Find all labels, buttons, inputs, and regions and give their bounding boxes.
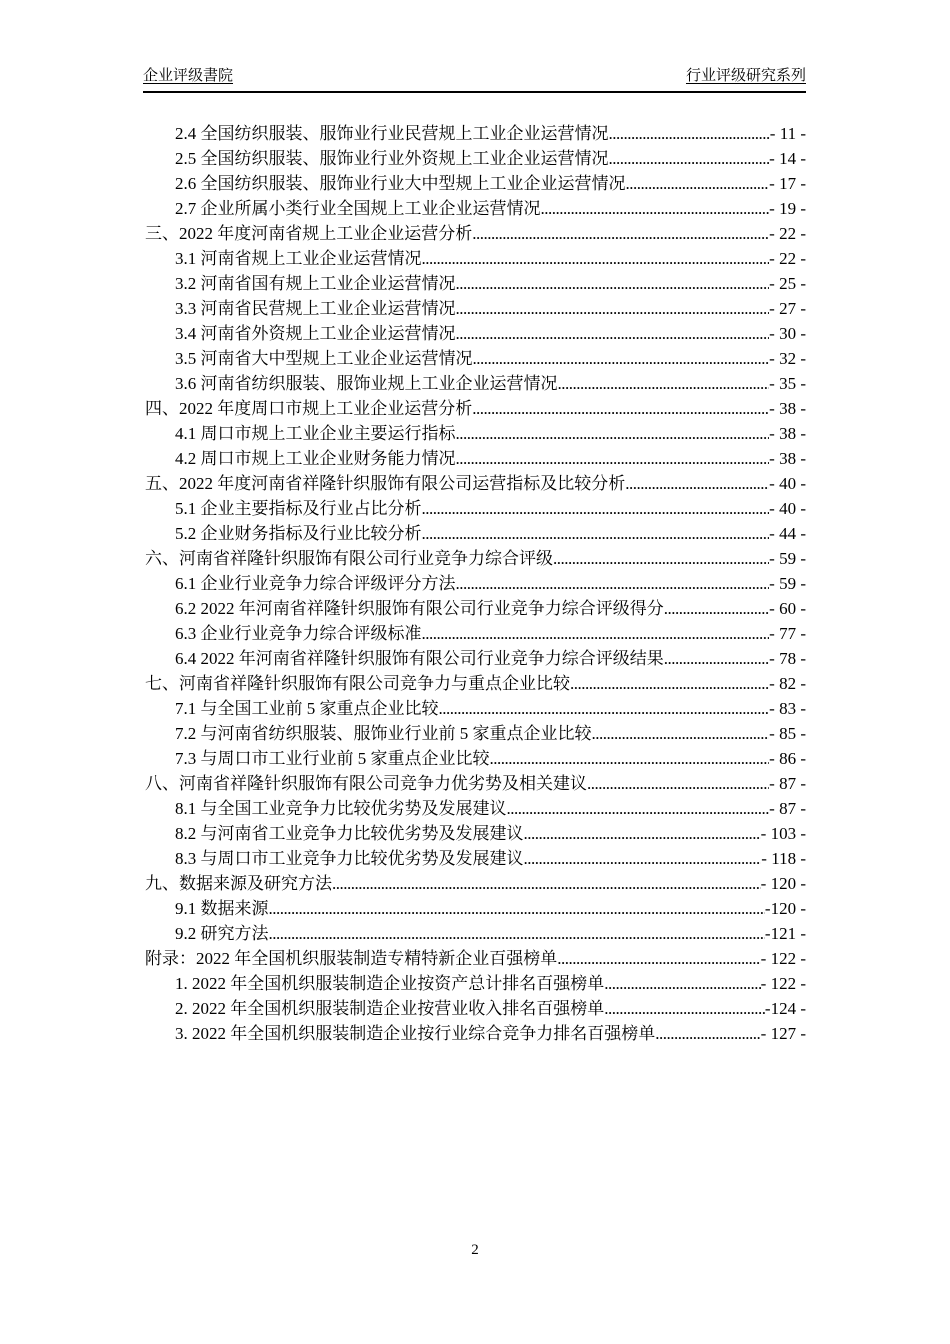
toc-dot-leader <box>557 946 760 971</box>
toc-entry-page: - 44 - <box>769 524 806 543</box>
toc-entry-page: - 40 - <box>769 499 806 518</box>
toc-entry[interactable] <box>145 471 806 496</box>
toc-entry[interactable] <box>145 321 806 346</box>
toc-dot-leader <box>609 146 770 171</box>
toc-entry-title[interactable]: 四、2022 年度周口市规上工业企业运营分析 <box>145 399 473 418</box>
toc-entry-page: - 120 - <box>760 874 806 893</box>
toc-entry-page: - 77 - <box>769 624 806 643</box>
toc-entry-title[interactable]: 9.1 数据来源 <box>175 899 269 918</box>
toc-entry-page: - 83 - <box>769 699 806 718</box>
toc-entry-page: - 19 - <box>769 199 806 218</box>
toc-entry[interactable] <box>145 196 806 221</box>
toc-entry-page: - 38 - <box>769 399 806 418</box>
toc-dot-leader <box>655 1021 760 1046</box>
toc-dot-leader <box>456 446 770 471</box>
toc-entry[interactable] <box>145 221 806 246</box>
toc-entry-page: - 40 - <box>769 474 806 493</box>
toc-entry-page: - 30 - <box>769 324 806 343</box>
toc-entry[interactable] <box>145 1021 806 1046</box>
toc-entry-title[interactable]: 3. 2022 年全国机织服装制造企业按行业综合竞争力排名百强榜单 <box>175 1024 656 1043</box>
toc-entry[interactable] <box>145 771 806 796</box>
toc-dot-leader <box>269 896 765 921</box>
toc-entry-page: - 32 - <box>769 349 806 368</box>
toc-entry-title[interactable]: 8.2 与河南省工业竞争力比较优劣势及发展建议 <box>175 824 524 843</box>
toc-entry-title[interactable]: 7.2 与河南省纺织服装、服饰业行业前 5 家重点企业比较 <box>175 724 592 743</box>
toc-entry[interactable] <box>145 171 806 196</box>
toc-dot-leader <box>524 846 762 871</box>
toc-entry-page: - 59 - <box>769 574 806 593</box>
toc-entry-page: - 38 - <box>769 449 806 468</box>
toc-dot-leader <box>439 696 770 721</box>
toc-dot-leader <box>422 621 770 646</box>
toc-entry-page: - 11 - <box>769 124 806 143</box>
toc-entry[interactable] <box>145 146 806 171</box>
toc-entry[interactable] <box>145 596 806 621</box>
toc-entry-title[interactable]: 6.4 2022 年河南省祥隆针织服饰有限公司行业竞争力综合评级结果 <box>175 649 664 668</box>
toc-entry-page: - 25 - <box>769 274 806 293</box>
toc-dot-leader <box>541 196 770 221</box>
toc-entry[interactable] <box>145 571 806 596</box>
toc-dot-leader <box>456 421 770 446</box>
toc-entry[interactable] <box>145 796 806 821</box>
toc-entry[interactable] <box>145 721 806 746</box>
toc-dot-leader <box>587 771 769 796</box>
toc-dot-leader <box>473 346 770 371</box>
toc-entry[interactable] <box>145 996 806 1021</box>
toc-dot-leader <box>472 221 769 246</box>
toc-entry-page: - 122 - <box>760 949 806 968</box>
header-right-text: 行业评级研究系列 <box>685 68 806 84</box>
toc-entry-title[interactable]: 6.3 企业行业竞争力综合评级标准 <box>175 624 422 643</box>
toc-entry-title[interactable]: 附录：2022 年全国机织服装制造专精特新企业百强榜单 <box>145 949 558 968</box>
toc-entry[interactable] <box>145 621 806 646</box>
toc-entry-page: - 60 - <box>769 599 806 618</box>
toc-entry[interactable] <box>145 846 806 871</box>
toc-entry-title[interactable]: 3.2 河南省国有规上工业企业运营情况 <box>175 274 456 293</box>
toc-entry-page: -124 - <box>764 999 806 1018</box>
page-footer <box>0 1242 950 1258</box>
toc-entry[interactable] <box>145 546 806 571</box>
toc-entry-title[interactable]: 9.2 研究方法 <box>175 924 269 943</box>
toc-dot-leader <box>664 646 769 671</box>
toc-entry[interactable] <box>145 896 806 921</box>
toc-entry-page: - 85 - <box>769 724 806 743</box>
toc-entry-page: - 86 - <box>769 749 806 768</box>
toc-entry-title[interactable]: 4.2 周口市规上工业企业财务能力情况 <box>175 449 456 468</box>
toc-entry-page: - 17 - <box>769 174 806 193</box>
toc-entry[interactable] <box>145 871 806 896</box>
toc-entry-page: - 22 - <box>769 249 806 268</box>
toc-dot-leader <box>472 396 769 421</box>
toc-list <box>145 121 806 1046</box>
toc-entry[interactable] <box>145 246 806 271</box>
toc-entry-page: - 82 - <box>769 674 806 693</box>
toc-entry[interactable] <box>145 346 806 371</box>
header-left-text: 企业评级書院 <box>143 68 234 84</box>
toc-dot-leader <box>456 571 770 596</box>
toc-entry-title[interactable]: 5.1 企业主要指标及行业占比分析 <box>175 499 422 518</box>
toc-dot-leader <box>269 921 765 946</box>
toc-entry-title[interactable]: 三、2022 年度河南省规上工业企业运营分析 <box>145 224 473 243</box>
toc-dot-leader <box>490 746 770 771</box>
toc-entry-title[interactable]: 2.6 全国纺织服装、服饰业行业大中型规上工业企业运营情况 <box>175 174 626 193</box>
toc-entry-title[interactable]: 五、2022 年度河南省祥隆针织服饰有限公司运营指标及比较分析 <box>145 474 626 493</box>
toc-entry-page: - 122 - <box>760 974 806 993</box>
toc-dot-leader <box>456 296 770 321</box>
page-number: 2 <box>471 1242 479 1258</box>
toc-entry-title[interactable]: 5.2 企业财务指标及行业比较分析 <box>175 524 422 543</box>
toc-entry-page: - 103 - <box>760 824 806 843</box>
toc-entry[interactable] <box>145 921 806 946</box>
toc-entry[interactable] <box>145 371 806 396</box>
toc-dot-leader <box>524 821 761 846</box>
toc-entry[interactable] <box>145 396 806 421</box>
toc-dot-leader <box>558 371 770 396</box>
toc-dot-leader <box>422 496 770 521</box>
toc-dot-leader <box>604 971 760 996</box>
toc-dot-leader <box>626 171 770 196</box>
toc-entry-page: - 59 - <box>769 549 806 568</box>
toc-entry[interactable] <box>145 446 806 471</box>
page-header <box>143 68 806 93</box>
toc-entry-page: - 127 - <box>760 1024 806 1043</box>
toc-dot-leader <box>609 121 770 146</box>
toc-entry[interactable] <box>145 521 806 546</box>
toc-entry-title[interactable]: 7.3 与周口市工业行业前 5 家重点企业比较 <box>175 749 490 768</box>
toc-dot-leader <box>664 596 769 621</box>
toc-dot-leader <box>422 246 770 271</box>
toc-entry-title[interactable]: 4.1 周口市规上工业企业主要运行指标 <box>175 424 456 443</box>
toc-dot-leader <box>592 721 770 746</box>
toc-entry[interactable] <box>145 121 806 146</box>
toc-entry-title[interactable]: 3.4 河南省外资规上工业企业运营情况 <box>175 324 456 343</box>
toc-entry[interactable] <box>145 946 806 971</box>
toc-entry-page: - 78 - <box>769 649 806 668</box>
toc-entry-title[interactable]: 3.5 河南省大中型规上工业企业运营情况 <box>175 349 473 368</box>
toc-dot-leader <box>456 271 770 296</box>
toc-entry[interactable] <box>145 696 806 721</box>
toc-entry[interactable] <box>145 296 806 321</box>
toc-entry-title[interactable]: 2.7 企业所属小类行业全国规上工业企业运营情况 <box>175 199 541 218</box>
toc-entry-title[interactable]: 8.3 与周口市工业竞争力比较优劣势及发展建议 <box>175 849 524 868</box>
toc-entry[interactable] <box>145 821 806 846</box>
toc-dot-leader <box>507 796 770 821</box>
toc-entry-title[interactable]: 八、河南省祥隆针织服饰有限公司竞争力优劣势及相关建议 <box>145 774 587 793</box>
toc-entry-page: -120 - <box>764 899 806 918</box>
toc-entry-title[interactable]: 8.1 与全国工业竞争力比较优劣势及发展建议 <box>175 799 507 818</box>
toc-entry-page: - 87 - <box>769 774 806 793</box>
toc-dot-leader <box>553 546 769 571</box>
toc-entry-title[interactable]: 3.6 河南省纺织服装、服饰业规上工业企业运营情况 <box>175 374 558 393</box>
toc-entry-page: - 38 - <box>769 424 806 443</box>
toc-entry[interactable] <box>145 971 806 996</box>
toc-entry-page: - 35 - <box>769 374 806 393</box>
toc-entry-title[interactable]: 九、数据来源及研究方法 <box>145 874 332 893</box>
toc-dot-leader <box>456 321 770 346</box>
toc-entry-page: -121 - <box>764 924 806 943</box>
toc-dot-leader <box>332 871 761 896</box>
toc-entry[interactable] <box>145 671 806 696</box>
toc-entry[interactable] <box>145 421 806 446</box>
toc-dot-leader <box>422 521 770 546</box>
toc-entry-title[interactable]: 6.1 企业行业竞争力综合评级评分方法 <box>175 574 456 593</box>
toc-entry-title[interactable]: 2.4 全国纺织服装、服饰业行业民营规上工业企业运营情况 <box>175 124 609 143</box>
toc-entry-title[interactable]: 3.3 河南省民营规上工业企业运营情况 <box>175 299 456 318</box>
toc-entry-title[interactable]: 2. 2022 年全国机织服装制造企业按营业收入排名百强榜单 <box>175 999 605 1018</box>
toc-entry[interactable] <box>145 746 806 771</box>
toc-entry-title[interactable]: 七、河南省祥隆针织服饰有限公司竞争力与重点企业比较 <box>145 674 570 693</box>
toc-entry-page: - 22 - <box>769 224 806 243</box>
toc-entry[interactable] <box>145 496 806 521</box>
toc-entry-title[interactable]: 1. 2022 年全国机织服装制造企业按资产总计排名百强榜单 <box>175 974 605 993</box>
toc-entry-title[interactable]: 3.1 河南省规上工业企业运营情况 <box>175 249 422 268</box>
toc-dot-leader <box>625 471 769 496</box>
toc-entry-title[interactable]: 7.1 与全国工业前 5 家重点企业比较 <box>175 699 439 718</box>
toc-dot-leader <box>604 996 765 1021</box>
toc-entry-title[interactable]: 六、河南省祥隆针织服饰有限公司行业竞争力综合评级 <box>145 549 553 568</box>
toc-entry-page: - 27 - <box>769 299 806 318</box>
toc-entry-title[interactable]: 2.5 全国纺织服装、服饰业行业外资规上工业企业运营情况 <box>175 149 609 168</box>
toc-dot-leader <box>570 671 769 696</box>
toc-entry-page: - 14 - <box>769 149 806 168</box>
toc-entry-title[interactable]: 6.2 2022 年河南省祥隆针织服饰有限公司行业竞争力综合评级得分 <box>175 599 664 618</box>
toc-entry-page: - 118 - <box>761 849 806 868</box>
toc-entry-page: - 87 - <box>769 799 806 818</box>
toc-entry[interactable] <box>145 646 806 671</box>
toc-entry[interactable] <box>145 271 806 296</box>
